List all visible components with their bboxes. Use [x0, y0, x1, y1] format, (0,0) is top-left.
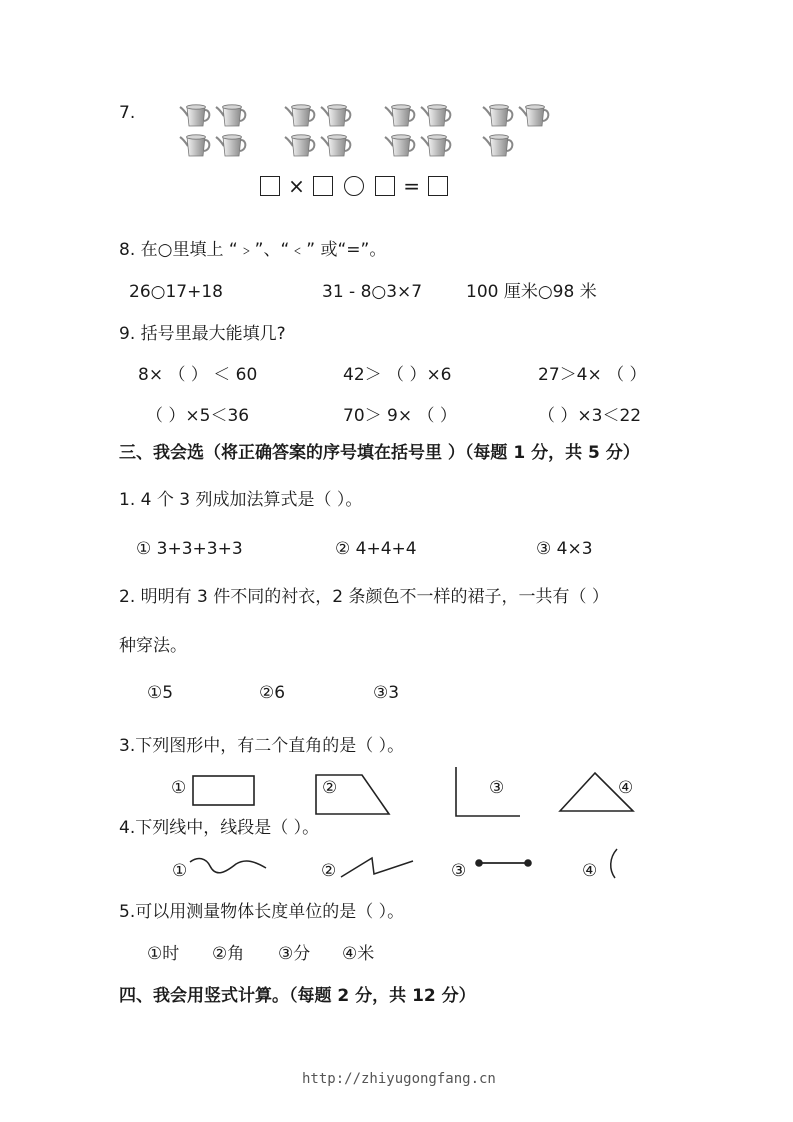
- q8-title: 8. 在○里填上 “﹥”、“﹤” 或“=”。: [119, 240, 387, 260]
- s3-q4-label-1: ①: [172, 861, 188, 881]
- q9-row2-item-2: 70＞ 9× （ ）: [343, 406, 457, 426]
- s3-q5-title: 5.可以用测量物体长度单位的是（ ）。: [119, 902, 405, 922]
- footer-url[interactable]: http://zhiyugongfang.cn: [302, 1071, 496, 1087]
- segment-endpoint-left: [475, 859, 483, 867]
- q9-row1-item-3: 27＞4× （ ）: [538, 365, 647, 385]
- s3-q3-label-2: ②: [322, 778, 338, 798]
- q8-item-3: 100 厘米○98 米: [466, 282, 597, 302]
- s3-q3-title: 3.下列图形中，有二个直角的是（ ）。: [119, 736, 405, 756]
- q9-row2-item-1: （ ）×5＜36: [146, 406, 250, 426]
- q8-item-2: 31 - 8○3×7: [322, 282, 423, 302]
- s3-q5-option-4: ④米: [342, 944, 375, 964]
- times-sign: ×: [288, 174, 305, 198]
- zigzag-line: [341, 858, 413, 877]
- s3-q1-option-2: ② 4+4+4: [335, 539, 417, 559]
- q9-row2-item-3: （ ）×3＜22: [538, 406, 642, 426]
- segment-endpoint-right: [524, 859, 532, 867]
- s3-q4-label-2: ②: [321, 861, 337, 881]
- s3-q2-option-1: ①5: [147, 683, 174, 703]
- s3-q1-title: 1. 4 个 3 列成加法算式是（ ）。: [119, 490, 363, 510]
- s3-q5-option-2: ②角: [212, 944, 245, 964]
- q9-title: 9. 括号里最大能填几?: [119, 324, 286, 344]
- s3-q2-option-3: ③3: [373, 683, 400, 703]
- s3-q5-option-3: ③分: [278, 944, 311, 964]
- s3-q2-line2: 种穿法。: [119, 636, 187, 656]
- arc-line: [611, 849, 617, 878]
- s3-q3-label-4: ④: [618, 778, 634, 798]
- s3-q2-line1: 2. 明明有 3 件不同的衬衣，2 条颜色不一样的裙子，一共有（ ）: [119, 587, 609, 607]
- s3-q2-option-2: ②6: [259, 683, 286, 703]
- q9-row1-item-1: 8× （ ） ＜ 60: [138, 365, 258, 385]
- section3-heading: 三、我会选（将正确答案的序号填在括号里 ）（每题 1 分，共 5 分）: [119, 443, 640, 463]
- section4-heading: 四、我会用竖式计算。（每题 2 分，共 12 分）: [119, 986, 476, 1006]
- q9-row1-item-2: 42＞ （ ）×6: [343, 365, 452, 385]
- s3-q4-label-3: ③: [451, 861, 467, 881]
- s3-q1-option-1: ① 3+3+3+3: [136, 539, 243, 559]
- q8-item-1: 26○17+18: [129, 282, 223, 302]
- q7-number: 7.: [119, 103, 136, 123]
- curve-line: [190, 859, 266, 873]
- equals-sign: =: [403, 174, 420, 198]
- s3-q3-label-3: ③: [489, 778, 505, 798]
- s3-q4-title: 4.下列线中，线段是（ ）。: [119, 818, 320, 838]
- s3-q1-option-3: ③ 4×3: [536, 539, 593, 559]
- s3-q5-option-1: ①时: [147, 944, 180, 964]
- s3-q4-label-4: ④: [582, 861, 598, 881]
- s3-q3-label-1: ①: [171, 778, 187, 798]
